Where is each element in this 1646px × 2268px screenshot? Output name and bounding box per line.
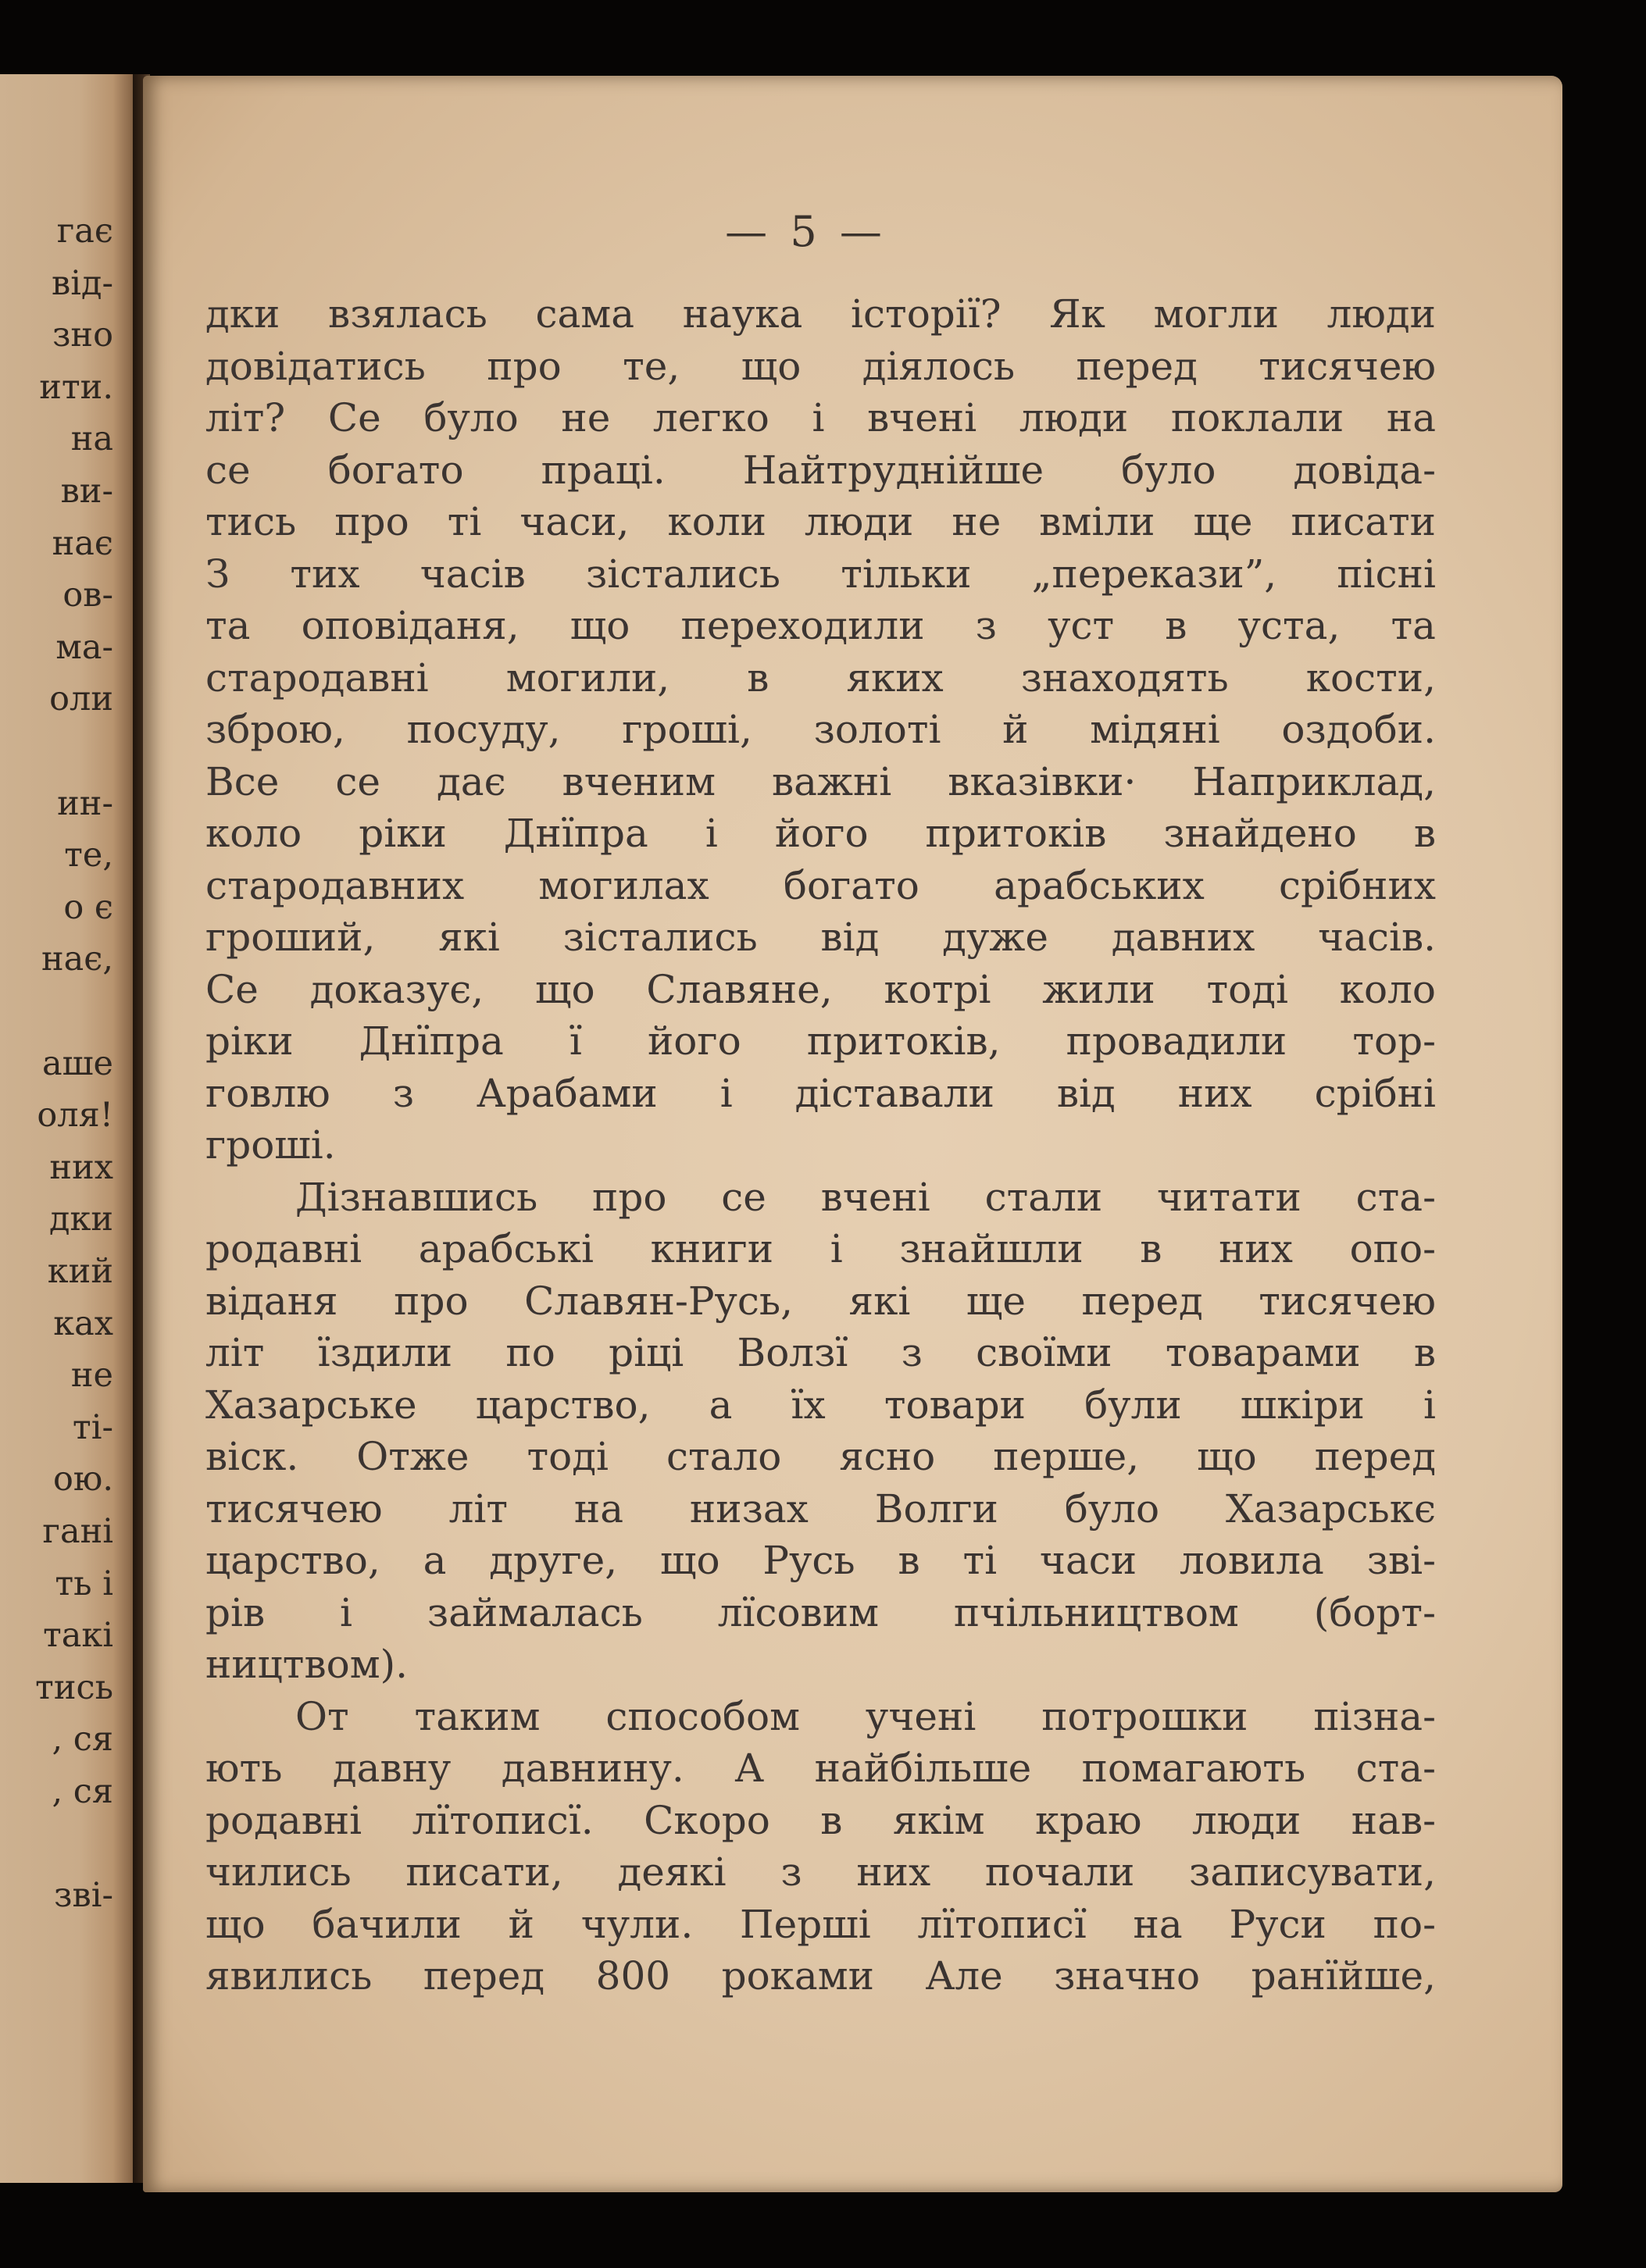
text-line: Хазарське царство, а їх товари були шкіри і <box>205 1382 1436 1428</box>
left-page-fragment: зві- <box>54 1876 113 1916</box>
body-text <box>205 288 1436 2002</box>
left-page-fragment: ов- <box>62 576 113 615</box>
text-line: літ їздили по ріці Волзї з своїми товарами в <box>205 1330 1436 1375</box>
left-page-fragment: оли <box>49 679 113 719</box>
text-line: дки взялась сама наука історії? Як могли люди <box>205 291 1436 337</box>
left-page-fragment: них <box>49 1147 113 1187</box>
text-line: що бачили й чули. Перші лїтописї на Руси по- <box>205 1901 1436 1947</box>
left-page-fragment: , ся <box>52 1772 113 1811</box>
left-page-fragment: ити. <box>39 367 113 407</box>
left-facing-page <box>0 74 145 2183</box>
book-page <box>143 76 1562 2192</box>
text-line: тисячею літ на низах Волги було Хазарськє <box>205 1485 1436 1532</box>
text-line: зброю, посуду, гроші, золоті й мідяні оздоби. <box>205 707 1436 752</box>
left-page-fragment: зно <box>52 316 113 355</box>
left-page-fragment: ть і <box>55 1564 113 1603</box>
text-line: родавні лїтописї. Скоро в якім краю люди нав- <box>205 1797 1436 1843</box>
text-line: чились писати, деякі з них почали записувати, <box>205 1849 1436 1895</box>
left-page-fragment: ках <box>53 1303 113 1343</box>
left-page-fragment: оля! <box>37 1096 113 1136</box>
left-page-fragment: ою. <box>53 1460 113 1500</box>
left-page-fragment: те, <box>64 836 113 875</box>
text-line: віданя про Славян-Русь, які ще перед тисячею <box>205 1278 1436 1324</box>
paragraph-2 <box>205 1171 1436 1691</box>
text-line: рів і займалась лїсовим пчільництвом (борт- <box>205 1589 1436 1635</box>
text-line: та оповіданя, що переходили з уст в уста, та <box>205 603 1436 648</box>
left-page-fragment: нає <box>52 523 113 563</box>
left-page-fragment: нає, <box>41 940 113 979</box>
page-number-text: — 5 — <box>725 207 887 256</box>
text-line: довідатись про те, що діялось перед тисячею <box>205 343 1436 389</box>
left-page-fragment: такі <box>42 1616 113 1656</box>
text-line: віск. Отже тоді стало ясно перше, що перед <box>205 1434 1436 1479</box>
left-page-fragment: ин- <box>57 783 113 823</box>
text-line: явились перед 800 роками Але значно ранїйше, <box>205 1953 1436 1999</box>
left-page-fragment: дки <box>48 1200 113 1239</box>
text-line: З тих часів зістались тільки „перекази”, пісні <box>205 551 1436 597</box>
text-line: ництвом). <box>205 1642 409 1687</box>
left-page-fragment: від- <box>52 263 113 303</box>
paragraph-3 <box>205 1691 1436 2002</box>
text-line: родавні арабські книги і знайшли в них опо- <box>205 1226 1436 1271</box>
text-line: стародавних могилах богато арабських срібних <box>205 862 1436 908</box>
text-line: Се доказує, що Славяне, котрі жили тоді коло <box>205 966 1436 1012</box>
left-page-fragment: гані <box>42 1512 113 1551</box>
text-line: говлю з Арабами і діставали від них срібні <box>205 1070 1436 1116</box>
left-page-fragment: ви- <box>60 472 113 511</box>
text-line: От таким способом учені потрошки пізна- <box>295 1693 1436 1739</box>
paragraph-1 <box>205 288 1436 1171</box>
text-line: царство, а друге, що Русь в ті часи ловила зві- <box>205 1538 1436 1583</box>
text-line: тись про ті часи, коли люди не вміли ще писати <box>205 499 1436 544</box>
text-line: літ? Се було не легко і вчені люди поклали на <box>205 395 1436 440</box>
left-page-fragment: на <box>70 419 113 459</box>
left-page-fragment: ма- <box>55 627 113 667</box>
text-line: коло ріки Днїпра і його притоків знайдено в <box>205 811 1436 856</box>
left-page-fragment: кий <box>47 1252 113 1291</box>
left-page-fragment: гає <box>56 212 113 251</box>
text-line: ріки Днїпра ї його притоків, провадили тор- <box>205 1018 1436 1064</box>
text-line: се богато праці. Найтруднійше було довіда- <box>205 447 1436 493</box>
text-line: стародавні могили, в яких знаходять кости, <box>205 654 1436 701</box>
left-page-fragment: о є <box>63 887 113 927</box>
text-line: Все се дає вченим важні вказівки· Наприклад, <box>205 758 1436 804</box>
text-line: гроший, які зістались від дуже давних часів. <box>205 915 1436 960</box>
left-page-fragment: аше <box>41 1043 113 1083</box>
left-page-fragment: ті- <box>72 1407 113 1447</box>
text-line: Дізнавшись про се вчені стали читати ста- <box>295 1174 1436 1220</box>
text-line: ють давну давнину. А найбільше помагають ста- <box>205 1746 1436 1791</box>
text-line: гроші. <box>205 1122 336 1168</box>
left-page-fragment: , ся <box>52 1720 113 1760</box>
left-page-fragment: не <box>70 1356 113 1396</box>
left-page-fragment: тись <box>35 1667 113 1707</box>
page-number <box>143 207 1562 256</box>
